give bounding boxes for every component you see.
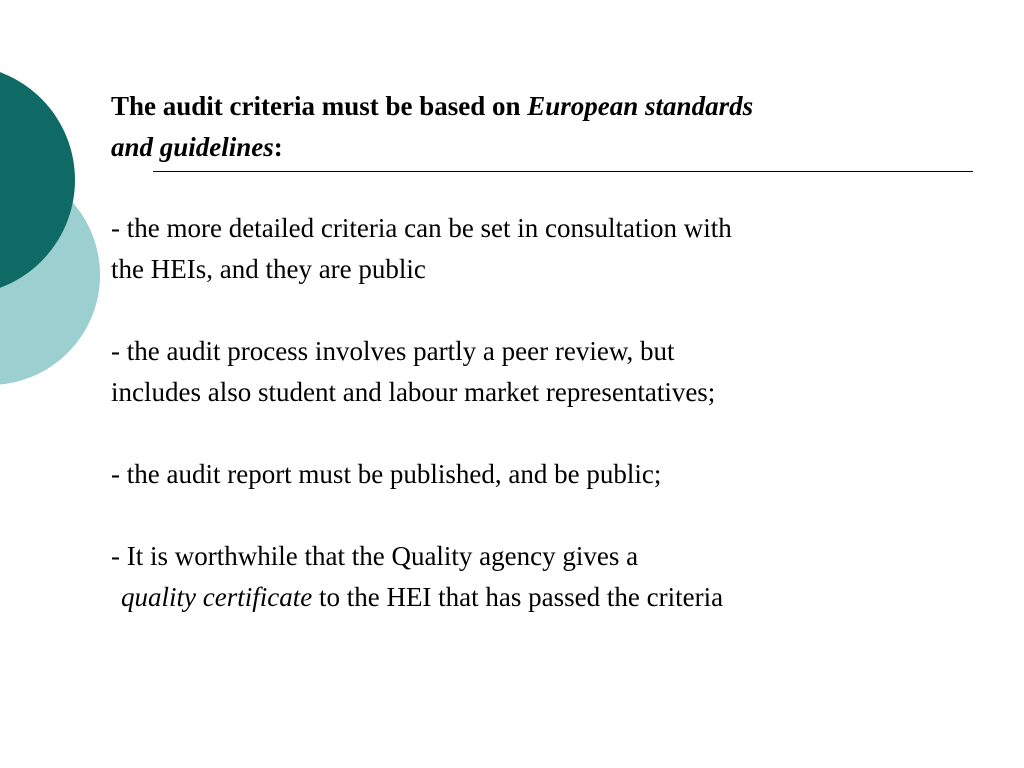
bullet-line xyxy=(111,577,991,618)
decorative-circles xyxy=(0,0,110,420)
bullet-line: - the audit report must be published, and be public; xyxy=(111,459,662,489)
bullet-line: - the audit process involves partly a peer review, but xyxy=(111,336,675,366)
heading-emphasis-line2: and guidelines xyxy=(111,132,274,162)
bullet-line: - the more detailed criteria can be set in consultation with xyxy=(111,213,732,243)
bullet-list xyxy=(111,208,991,618)
bullet-line-rest: to the HEI that has passed the criteria xyxy=(312,582,724,612)
slide-heading xyxy=(111,86,991,168)
bullet-item xyxy=(111,208,991,290)
bullet-emphasis: quality certificate xyxy=(121,582,313,612)
heading-underline xyxy=(153,171,973,172)
heading-colon: : xyxy=(273,132,283,162)
heading-emphasis: European standards xyxy=(527,91,754,121)
bullet-line: the HEIs, and they are public xyxy=(111,254,426,284)
bullet-line: includes also student and labour market representatives; xyxy=(111,377,716,407)
bullet-item xyxy=(111,331,991,413)
bullet-item xyxy=(111,536,991,618)
heading-lead: The audit criteria must be based on xyxy=(111,91,528,121)
heading-text xyxy=(111,86,991,168)
bullet-item xyxy=(111,454,991,495)
bullet-line: - It is worthwhile that the Quality agency gives a xyxy=(111,541,639,571)
